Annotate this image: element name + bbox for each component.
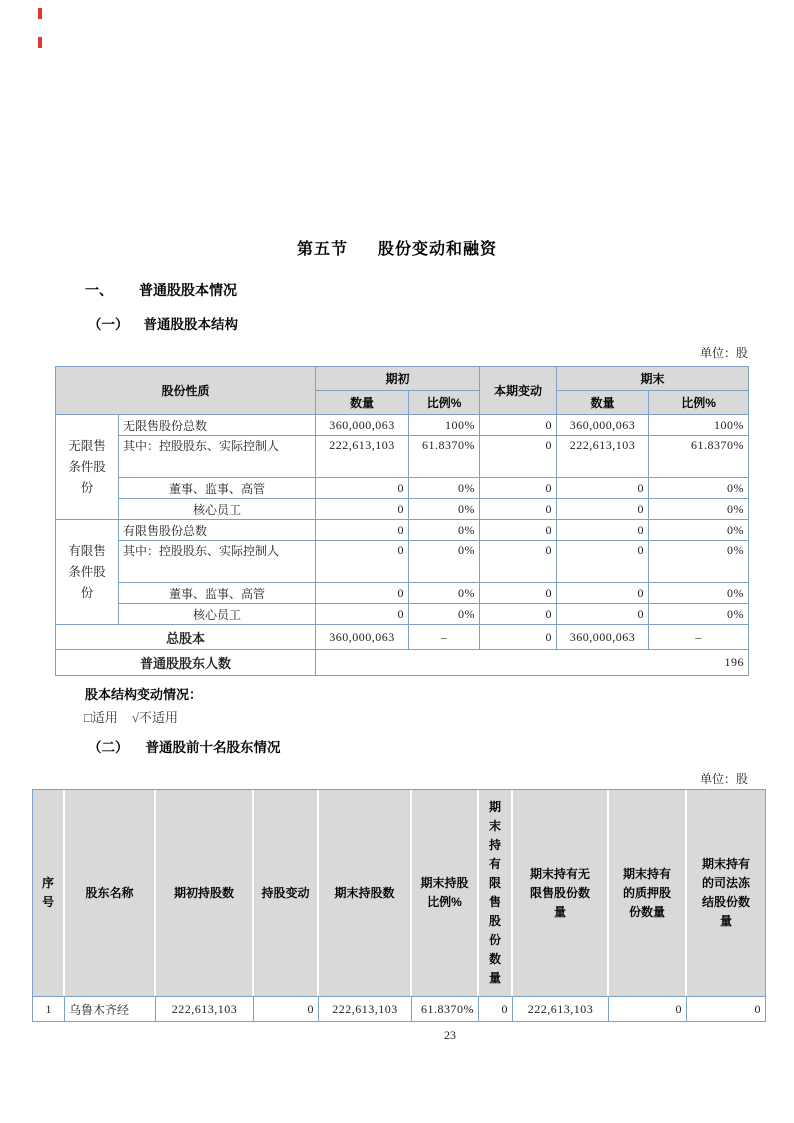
unit-label: 单位：股 [699,346,748,360]
value-cell: 222,613,103 [156,996,254,1021]
col-holding-change: 持股变动 [254,790,319,996]
value-cell: 0% [409,478,480,499]
value-cell: 222,613,103 [316,436,409,478]
item-cell: 核心员工 [119,499,316,520]
value-cell: 0 [316,604,409,625]
value-cell: 0 [480,625,557,650]
item-cell: 核心员工 [119,604,316,625]
section-number: （二） [88,740,129,755]
edit-mark [38,8,42,19]
table-row [56,478,749,499]
value-cell: 61.8370% [409,436,480,478]
col-quantity: 数量 [557,391,649,415]
col-end-pledged: 期末持有的质押股份数量 [609,790,687,996]
col-period-change: 本期变动 [480,367,557,415]
value-cell: 0 [480,520,557,541]
value-cell: 0 [480,604,557,625]
value-cell: 0 [480,499,557,520]
value-cell: 0 [316,478,409,499]
col-end-restricted: 期末持有限售股份数量 [479,790,513,996]
item-cell: 有限售股份总数 [119,520,316,541]
page-title [0,236,794,259]
section-number: 一、 [85,282,113,298]
value-cell: 0% [649,478,749,499]
value-cell: 0 [557,583,649,604]
value-cell: 360,000,063 [316,625,409,650]
holders-label-cell: 普通股股东人数 [56,650,316,676]
table-row [56,436,749,478]
value-cell: 0 [316,520,409,541]
section-heading-1 [85,280,237,300]
value-cell: 0% [649,541,749,583]
value-cell: 0% [649,520,749,541]
checkbox-not-applicable: √不适用 [131,710,178,725]
value-cell: 0 [557,604,649,625]
value-cell: 100% [409,415,480,436]
col-end-frozen: 期末持有的司法冻结股份数量 [687,790,765,996]
value-cell: 0% [409,499,480,520]
col-shareholder-name: 股东名称 [65,790,156,996]
col-ratio: 比例% [649,391,749,415]
checkbox-applicable: □适用 [84,710,118,725]
section-heading-1-1 [88,313,238,333]
value-cell: 0 [557,478,649,499]
value-cell: 0 [480,478,557,499]
value-cell: 0 [480,415,557,436]
no-cell: 1 [33,996,65,1021]
value-cell: 0% [409,541,480,583]
holders-row [56,650,749,676]
value-cell: 0% [649,604,749,625]
table-header-row [33,790,765,996]
page-title-section: 第五节 [296,241,348,258]
value-cell: 222,613,103 [319,996,412,1021]
value-cell: 360,000,063 [557,625,649,650]
page-title-text: 股份变动和融资 [378,241,498,258]
value-cell: 0 [316,499,409,520]
table-row [33,996,765,1021]
item-cell: 董事、监事、高管 [119,583,316,604]
table-row [56,604,749,625]
value-cell: 0 [254,996,319,1021]
value-cell: 0 [557,520,649,541]
col-end-ratio: 期末持股比例% [412,790,479,996]
value-cell: 0% [409,583,480,604]
item-cell: 董事、监事、高管 [119,478,316,499]
change-note-title: 股本结构变动情况： [85,687,203,702]
value-cell: 0 [557,499,649,520]
section-label: 普通股股本情况 [139,282,237,298]
section-number: （一） [88,317,129,332]
value-cell: 0% [409,520,480,541]
section-heading-1-2 [88,736,281,756]
total-row [56,625,749,650]
col-beginning: 期初 [316,367,480,391]
value-cell: 100% [649,415,749,436]
value-cell: 61.8370% [649,436,749,478]
item-cell: 其中：控股股东、实际控制人 [119,436,316,478]
edit-mark [38,37,42,48]
shareholder-name-cell: 乌鲁木齐经 [65,996,156,1021]
item-cell: 其中：控股股东、实际控制人 [119,541,316,583]
col-no: 序号 [33,790,65,996]
col-ending: 期末 [557,367,749,391]
col-begin-shares: 期初持股数 [156,790,254,996]
col-share-nature: 股份性质 [56,367,316,415]
col-ratio: 比例% [409,391,480,415]
value-cell: 222,613,103 [513,996,609,1021]
value-cell: 360,000,063 [557,415,649,436]
value-cell: 0 [687,996,765,1021]
value-cell: 222,613,103 [557,436,649,478]
value-cell: 0% [649,499,749,520]
value-cell: 0 [480,541,557,583]
item-cell: 无限售股份总数 [119,415,316,436]
col-quantity: 数量 [316,391,409,415]
total-label-cell: 总股本 [56,625,316,650]
value-cell: 0 [609,996,687,1021]
value-cell: 360,000,063 [316,415,409,436]
value-cell: 0 [557,541,649,583]
value-cell: 0% [409,604,480,625]
value-cell: – [649,625,749,650]
shareholders-table [32,789,766,1022]
group-label-cell: 有限售条件股份 [56,520,119,625]
col-end-unrestricted: 期末持有无限售股份数量 [513,790,609,996]
value-cell: – [409,625,480,650]
value-cell: 0 [316,583,409,604]
value-cell: 0 [480,436,557,478]
group-label-cell: 无限售条件股份 [56,415,119,520]
section-label: 普通股股本结构 [143,317,238,332]
table-row [56,583,749,604]
table-row [56,415,749,436]
share-structure-table [55,366,749,676]
value-cell: 0% [649,583,749,604]
section-label: 普通股前十名股东情况 [145,740,281,755]
page-number: 23 [444,1028,456,1042]
unit-label: 单位：股 [699,772,748,786]
table-row [56,520,749,541]
table-row [56,499,749,520]
value-cell: 0 [316,541,409,583]
value-cell: 0 [480,583,557,604]
holders-count-cell: 196 [316,650,749,676]
value-cell: 61.8370% [412,996,479,1021]
value-cell: 0 [479,996,513,1021]
col-end-shares: 期末持股数 [319,790,412,996]
table-row [56,541,749,583]
change-note-options [84,707,178,726]
